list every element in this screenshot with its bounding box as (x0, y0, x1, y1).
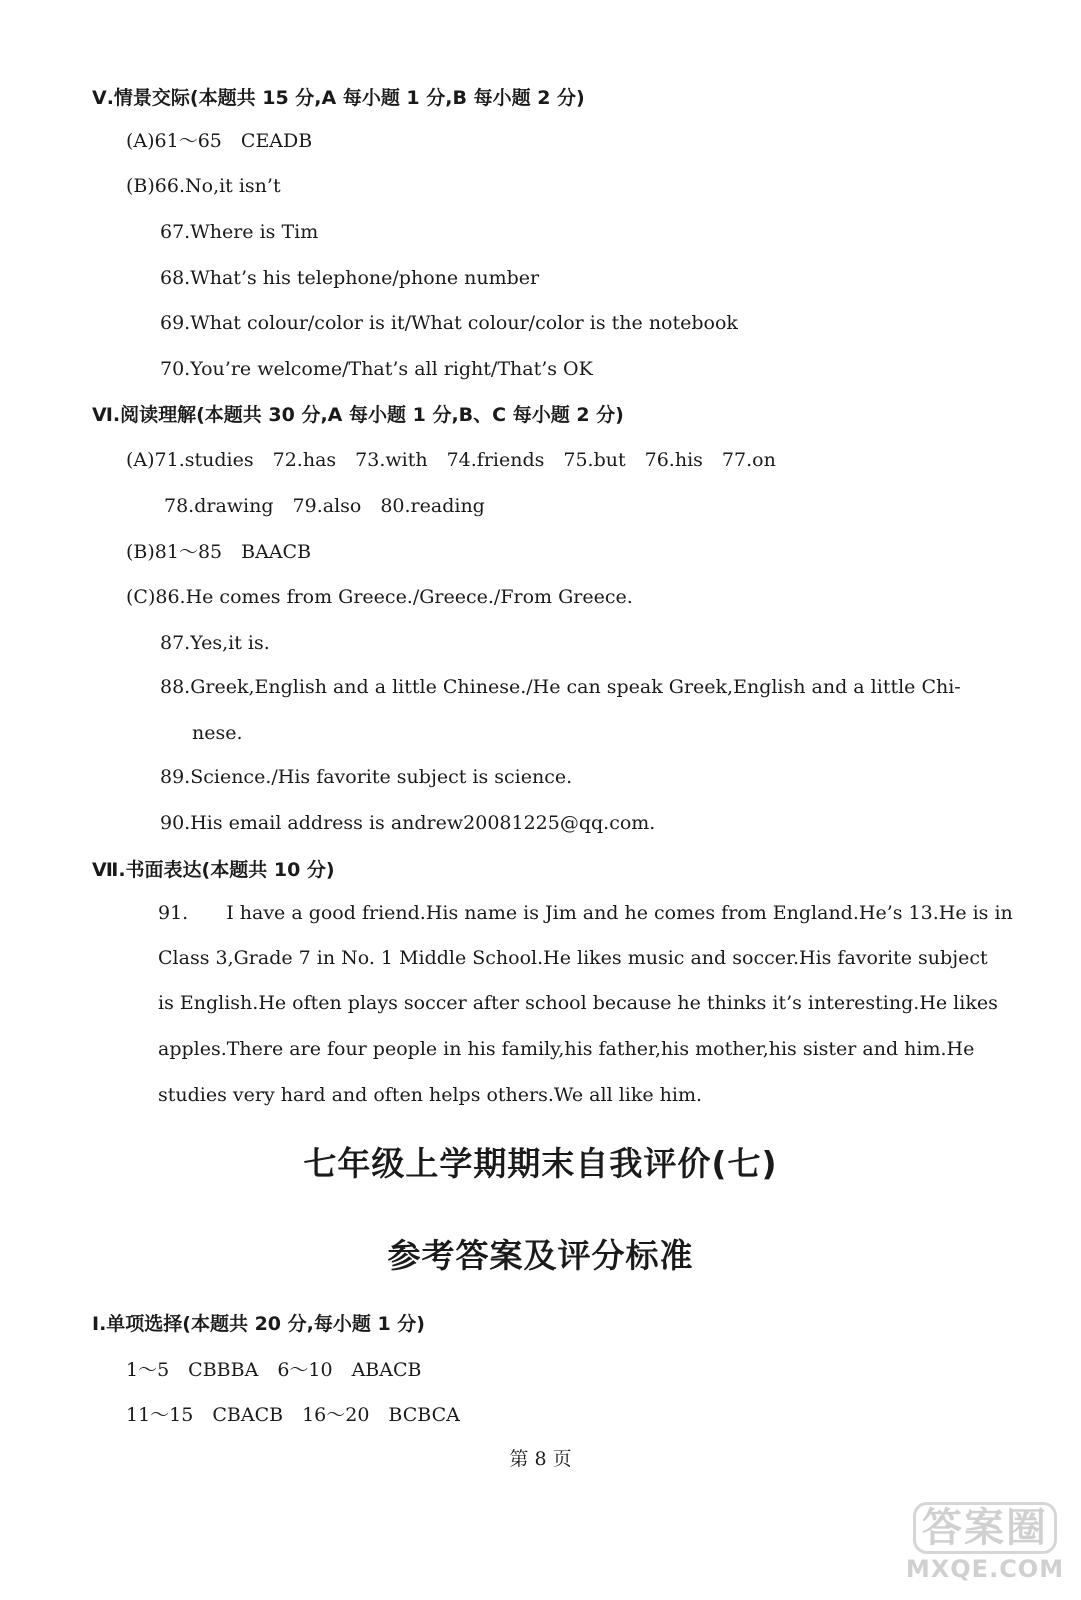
answer-line: 70.You’re welcome/That’s all right/That’s OK (160, 358, 593, 380)
page-number: 第 8 页 (509, 1448, 572, 1470)
answer-line: 87.Yes,it is. (160, 632, 270, 654)
essay-line: studies very hard and often helps others.We all like him. (158, 1084, 703, 1106)
answer-line: (C)86.He comes from Greece./Greece./From Greece. (126, 586, 633, 608)
answer-line: 88.Greek,English and a little Chinese./He can speak Greek,English and a little Chi- (160, 676, 961, 698)
answer-line: 67.Where is Tim (160, 221, 319, 243)
section-1-heading: Ⅰ.单项选择(本题共 20 分,每小题 1 分) (92, 1313, 425, 1335)
section-7-heading: Ⅶ.书面表达(本题共 10 分) (92, 859, 335, 881)
section-5-heading: Ⅴ.情景交际(本题共 15 分,A 每小题 1 分,B 每小题 2 分) (92, 87, 585, 109)
answer-line: nese. (192, 722, 243, 744)
answer-line: (A)71.studies 72.has 73.with 74.friends 75.but 76.his 77.on (126, 449, 776, 471)
answer-line: 11～15 CBACB 16～20 BCBCA (126, 1404, 460, 1426)
essay-line: apples.There are four people in his family,his father,his mother,his sister and him.He (158, 1038, 975, 1060)
essay-line: 91. I have a good friend.His name is Jim and he comes from England.He’s 13.He is in (158, 902, 1013, 924)
watermark-logo (905, 1502, 1065, 1586)
essay-line: is English.He often plays soccer after school because he thinks it’s interesting.He likes (158, 992, 998, 1014)
answer-line: (B)81～85 BAACB (126, 541, 312, 563)
answer-line: 1～5 CBBBA 6～10 ABACB (126, 1359, 422, 1381)
page-title: 七年级上学期期末自我评价(七) (303, 1144, 778, 1183)
answer-line: 69.What colour/color is it/What colour/color is the notebook (160, 312, 738, 334)
section-6-heading: Ⅵ.阅读理解(本题共 30 分,A 每小题 1 分,B、C 每小题 2 分) (92, 404, 624, 426)
answer-line: 78.drawing 79.also 80.reading (164, 495, 485, 517)
answer-line: 89.Science./His favorite subject is science. (160, 766, 573, 788)
answer-line: 68.What’s his telephone/phone number (160, 267, 540, 289)
answer-line: (B)66.No,it isn’t (126, 175, 281, 197)
watermark-top-text: 答案圈 (913, 1502, 1057, 1554)
page-subtitle: 参考答案及评分标准 (387, 1236, 694, 1275)
answer-line: 90.His email address is andrew20081225@qq.com. (160, 812, 656, 834)
answer-line: (A)61～65 CEADB (126, 130, 313, 152)
essay-line: Class 3,Grade 7 in No. 1 Middle School.He likes music and soccer.His favorite subject (158, 947, 988, 969)
watermark-bottom-text: MXQE.COM (905, 1555, 1065, 1583)
